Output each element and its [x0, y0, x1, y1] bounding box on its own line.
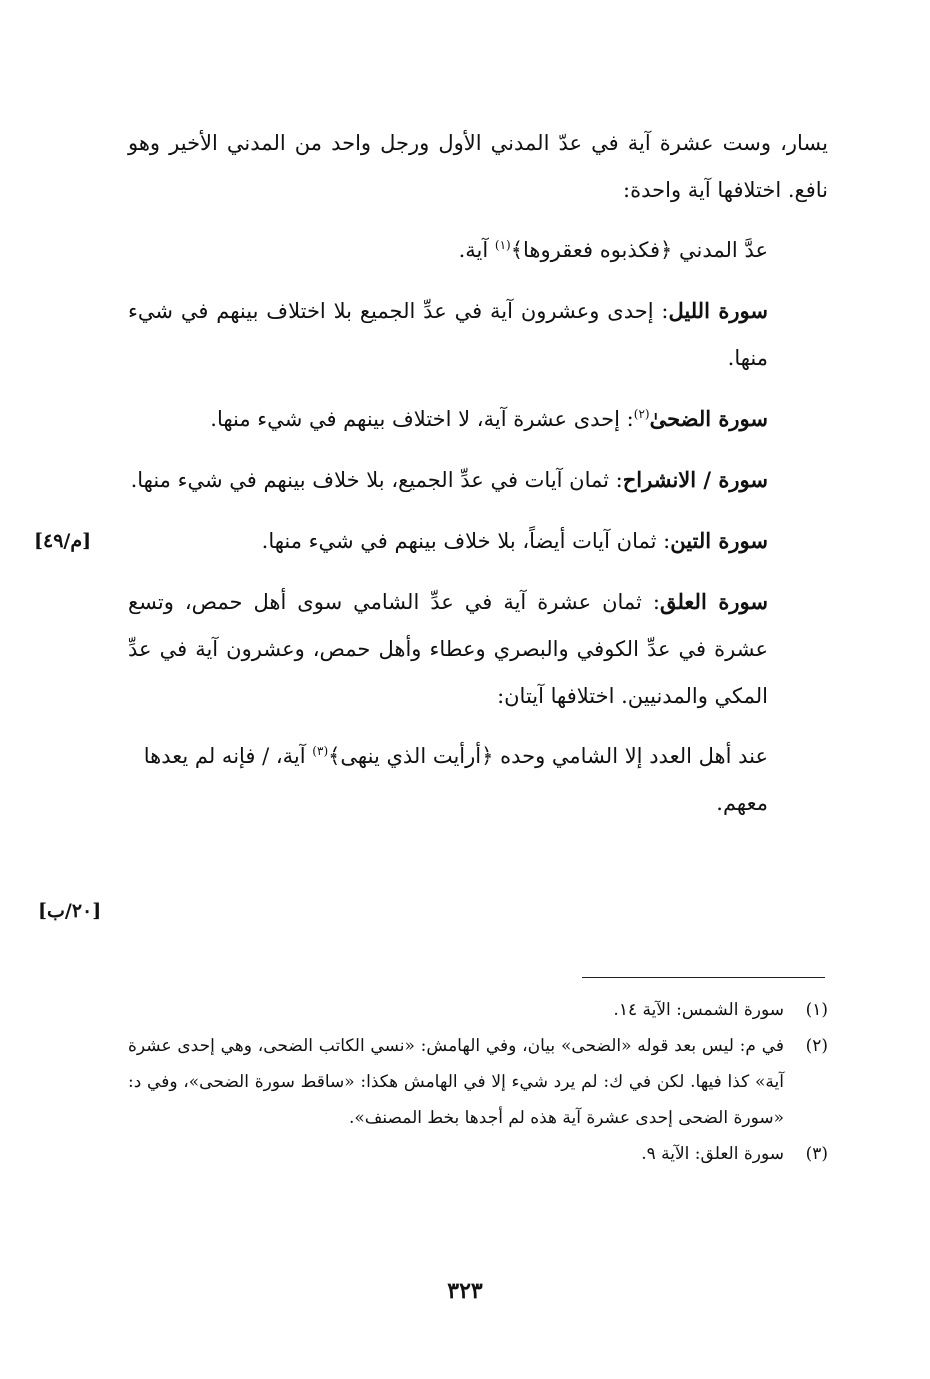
- footnote-ref-2[interactable]: (٢): [633, 407, 650, 421]
- paragraph-8-text-a: عند أهل العدد إلا الشامي وحده ﴿أرأيت الذي ينهى﴾: [328, 744, 768, 768]
- surah-heading-al-alaq: سورة العلق: [659, 589, 768, 614]
- paragraph-surat-at-tin: [128, 517, 828, 565]
- manuscript-marker-m49: [م/٤٩]: [34, 530, 92, 552]
- surah-text-al-layl: : إحدى وعشرون آية في عدِّ الجميع بلا اختلاف بينهم في شيء منها.: [128, 299, 768, 370]
- footnote-text: في م: ليس بعد قوله «الضحى» بيان، وفي الهامش: «نسي الكاتب الضحى، وهي إحدى عشرة آية» كذا فيها. لكن في ك: لم يرد شيء إلا في الهامش هكذا: «ساقط سورة الضحى»، وفي د: «سورة الضحى إحدى عشرة آية هذه لم أجدها بخط المصنف».: [128, 1036, 784, 1128]
- paragraph-2-text-b: آية.: [458, 238, 495, 262]
- paragraph-surat-al-inshirah: [128, 456, 828, 504]
- paragraph-8-text-b: آية، / فإنه لم يعدها معهم.: [143, 744, 768, 815]
- footnote-number: (٢): [805, 1036, 828, 1056]
- footnotes: [128, 992, 828, 1172]
- surah-heading-at-tin: سورة التين: [670, 528, 768, 553]
- paragraph-1: [128, 120, 828, 214]
- surah-text-ad-duha: : إحدى عشرة آية، لا اختلاف بينهم في شيء منها.: [210, 407, 634, 431]
- footnote-1: [128, 992, 828, 1028]
- footnote-number: (٣): [805, 1144, 828, 1164]
- paragraph-2: [128, 227, 828, 274]
- paragraph-surat-ad-duha: [128, 395, 828, 443]
- surah-heading-ad-duha: سورة الضحىٰ: [649, 406, 768, 431]
- surah-text-al-inshirah: : ثمان آيات في عدِّ الجميع، بلا خلاف بينهم في شيء منها.: [130, 468, 623, 492]
- main-text: [128, 120, 828, 840]
- footnote-number: (١): [805, 1000, 828, 1020]
- footnote-ref-1[interactable]: (١): [494, 238, 511, 252]
- paragraph-1-text: يسار، وست عشرة آية في عدّ المدني الأول ورجل واحد من المدني الأخير وهو نافع. اختلافها آية واحدة:: [128, 131, 828, 202]
- surah-heading-al-inshirah: سورة / الانشراح: [622, 467, 768, 492]
- footnote-separator: [582, 977, 825, 978]
- footnote-text: سورة العلق: الآية ٩.: [641, 1144, 784, 1164]
- footnote-3: [128, 1136, 828, 1172]
- paragraph-surat-al-alaq: [128, 578, 828, 720]
- paragraph-alaq-difference: [128, 733, 828, 827]
- manuscript-marker-20b: [٢٠/ب]: [38, 900, 102, 922]
- surah-heading-al-layl: سورة الليل: [668, 298, 769, 323]
- footnote-2: [128, 1028, 828, 1136]
- paragraph-surat-al-layl: [128, 287, 828, 382]
- page-number: ٣٢٣: [447, 1278, 483, 1304]
- surah-text-at-tin: : ثمان آيات أيضاً، بلا خلاف بينهم في شيء منها.: [261, 529, 671, 553]
- surah-text-al-alaq: : ثمان عشرة آية في عدِّ الشامي سوى أهل حمص، وتسع عشرة في عدِّ الكوفي والبصري وعطاء وأهل حمص، وعشرون آية في عدِّ المكي والمدنيين. اختلافها آيتان:: [128, 590, 768, 708]
- footnote-ref-3[interactable]: (٣): [312, 744, 329, 758]
- footnote-text: سورة الشمس: الآية ١٤.: [613, 1000, 784, 1020]
- paragraph-2-text-a: عدَّ المدني ﴿فكذبوه فعقروها﴾: [510, 238, 768, 262]
